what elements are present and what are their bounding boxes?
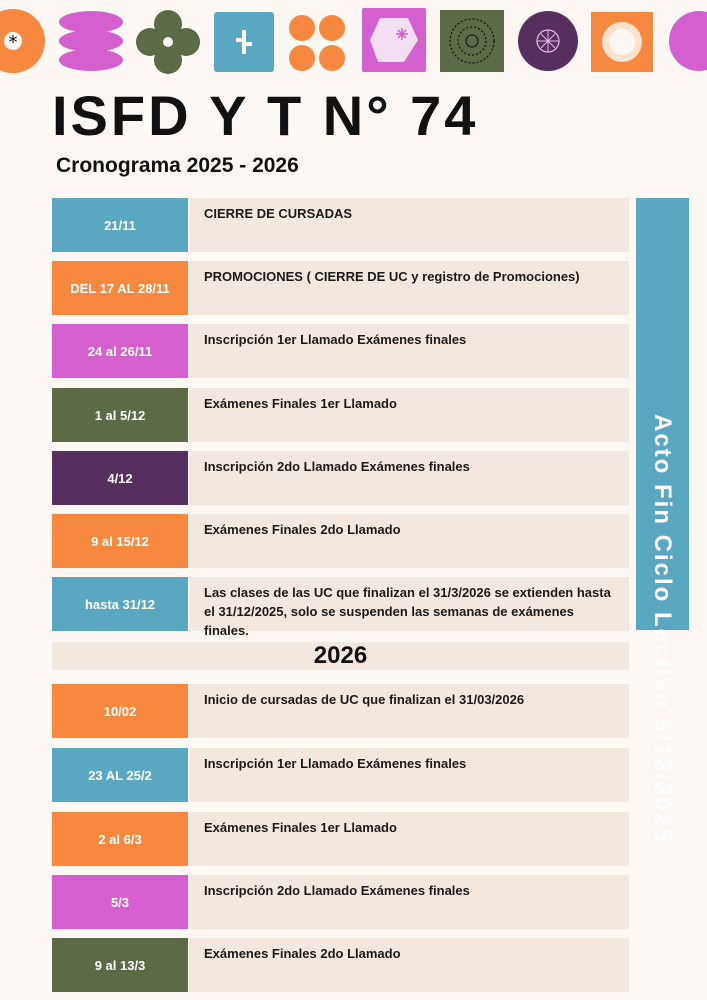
schedule-description-cell: Inscripción 2do Llamado Exámenes finales bbox=[189, 875, 629, 929]
schedule-row bbox=[52, 577, 629, 638]
schedule-row bbox=[52, 388, 629, 442]
schedule-date-cell: 21/11 bbox=[52, 198, 188, 252]
schedule-description-cell: Inscripción 2do Llamado Exámenes finales bbox=[189, 451, 629, 505]
schedule-row bbox=[52, 748, 629, 802]
schedule-date-cell: 24 al 26/11 bbox=[52, 324, 188, 378]
schedule-row bbox=[52, 261, 629, 315]
half-circle-icon bbox=[667, 10, 707, 72]
geometric-circle-icon bbox=[517, 10, 579, 72]
schedule-date-cell: 4/12 bbox=[52, 451, 188, 505]
schedule-date-cell: 9 al 15/12 bbox=[52, 514, 188, 568]
schedule-description-cell: Inicio de cursadas de UC que finalizan el 31/03/2026 bbox=[189, 684, 629, 738]
sun-tile-icon bbox=[591, 12, 653, 72]
schedule-row bbox=[52, 451, 629, 505]
schedule-description-cell: Inscripción 1er Llamado Exámenes finales bbox=[189, 324, 629, 378]
schedule-description-cell: PROMOCIONES ( CIERRE DE UC y registro de Promociones) bbox=[189, 261, 629, 315]
schedule-date-cell: DEL 17 AL 28/11 bbox=[52, 261, 188, 315]
flower-icon bbox=[136, 10, 200, 74]
schedule-date-cell: 2 al 6/3 bbox=[52, 812, 188, 866]
schedule-row bbox=[52, 324, 629, 378]
schedule-date-cell: 10/02 bbox=[52, 684, 188, 738]
sunburst-tile-icon bbox=[440, 10, 504, 72]
schedule-row bbox=[52, 684, 629, 738]
four-circles-icon bbox=[288, 14, 346, 72]
svg-text:*: * bbox=[8, 32, 18, 53]
schedule-description-cell: Exámenes Finales 2do Llamado bbox=[189, 514, 629, 568]
schedule-row bbox=[52, 812, 629, 866]
page-subtitle: Cronograma 2025 - 2026 bbox=[56, 154, 299, 177]
page-title: ISFD Y T N° 74 bbox=[52, 84, 479, 147]
year-2026-heading: 2026 bbox=[52, 642, 629, 670]
schedule-row bbox=[52, 198, 629, 252]
schedule-description-cell: Exámenes Finales 2do Llamado bbox=[189, 938, 629, 992]
side-banner-text: Acto Fin Ciclo Lectivo 5/12/2025 bbox=[649, 414, 676, 844]
schedule-date-cell: 5/3 bbox=[52, 875, 188, 929]
cross-tile-icon bbox=[214, 12, 274, 72]
side-banner bbox=[636, 198, 689, 844]
schedule-description-cell: Las clases de las UC que finalizan el 31/3/2026 se extienden hasta el 31/12/2025, solo se suspenden las semanas de exámenes finales. bbox=[189, 577, 629, 631]
schedule-description-cell: Exámenes Finales 1er Llamado bbox=[189, 388, 629, 442]
schedule-description-cell: Inscripción 1er Llamado Exámenes finales bbox=[189, 748, 629, 802]
schedule-date-cell: 1 al 5/12 bbox=[52, 388, 188, 442]
schedule-description-cell: Exámenes Finales 1er Llamado bbox=[189, 812, 629, 866]
schedule-description-cell: CIERRE DE CURSADAS bbox=[189, 198, 629, 252]
schedule-row bbox=[52, 514, 629, 568]
star-tile-icon bbox=[362, 8, 426, 72]
schedule-row bbox=[52, 875, 629, 929]
stacked-discs-icon bbox=[58, 10, 124, 72]
schedule-date-cell: 23 AL 25/2 bbox=[52, 748, 188, 802]
schedule-date-cell: 9 al 13/3 bbox=[52, 938, 188, 992]
schedule-date-cell: hasta 31/12 bbox=[52, 577, 188, 631]
asterisk-flower-icon bbox=[0, 8, 46, 74]
schedule-row bbox=[52, 938, 629, 992]
